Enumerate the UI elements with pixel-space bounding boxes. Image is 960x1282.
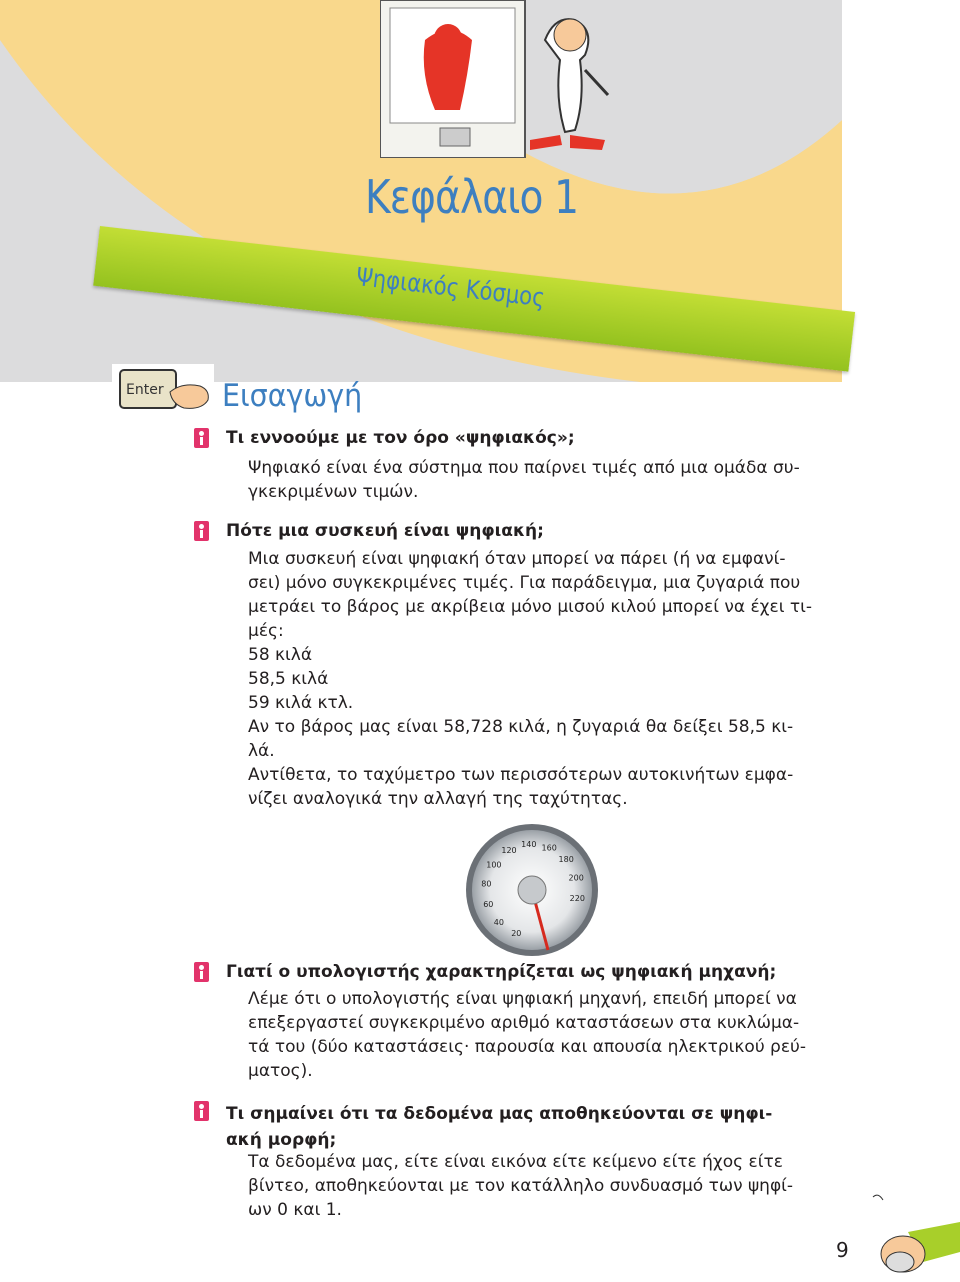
- text-line: Αντίθετα, το ταχύμετρο των περισσότερων αυτοκινήτων εμφα-: [248, 765, 794, 785]
- text-line: νίζει αναλογικά την αλλαγή της ταχύτητας.: [248, 789, 628, 809]
- speedometer-tick-label: 100: [486, 860, 502, 870]
- speedometer-tick-label: 80: [481, 879, 492, 889]
- speedometer-tick-label: 220: [569, 894, 585, 903]
- red-character-head: [434, 24, 462, 52]
- text-line: σει) μόνο συγκεκριμένες τιμές. Για παράδειγμα, μια ζυγαριά που: [248, 573, 801, 593]
- speedometer-tick-label: 140: [521, 840, 537, 850]
- text-line: βίντεο, αποθηκεύονται με τον κατάλληλο συνδυασμό των ψηφί-: [248, 1176, 794, 1196]
- chapter-subtitle: Ψηφιακός Κόσμος: [354, 262, 547, 313]
- text-line: γκεκριμένων τιμών.: [248, 482, 419, 502]
- text-line: μετράει το βάρος με ακρίβεια μόνο μισού κιλού μπορεί να έχει τι-: [248, 597, 812, 617]
- speedometer-tick-label: 180: [558, 855, 574, 865]
- speedometer-tick-label: 20: [511, 929, 522, 939]
- question-line: ακή μορφή;: [226, 1130, 337, 1150]
- text-line: Τα δεδομένα μας, είτε είναι εικόνα είτε κείμενο είτε ήχος είτε: [248, 1152, 783, 1172]
- speedometer-tick-label: 40: [493, 918, 504, 927]
- bullet-icon: [194, 428, 209, 448]
- answer-paragraph: [248, 456, 848, 504]
- bullet-icon: [194, 1101, 209, 1121]
- text-line: Αν το βάρος μας είναι 58,728 κιλά, η ζυγαριά θα δείξει 58,5 κι-: [248, 717, 794, 737]
- man-head: [554, 19, 586, 51]
- section-title-introduction: Εισαγωγή: [222, 378, 363, 414]
- answer-paragraph: [248, 547, 848, 811]
- text-line: Ψηφιακό είναι ένα σύστημα που παίρνει τιμές από μια ομάδα συ-: [248, 458, 800, 478]
- text-line: 59 κιλά κτλ.: [248, 693, 354, 713]
- text-line: 58,5 κιλά: [248, 669, 329, 689]
- bullet-icon: [194, 521, 209, 541]
- speedometer-image: [462, 822, 602, 958]
- text-line: Λέμε ότι ο υπολογιστής είναι ψηφιακή μηχανή, επειδή μπορεί να: [248, 989, 797, 1009]
- text-line: ων 0 και 1.: [248, 1200, 342, 1220]
- mouse-cartoon-illustration: [868, 1192, 960, 1282]
- enter-key-icon: [112, 364, 214, 416]
- question-heading: [226, 1101, 772, 1153]
- text-line: μές:: [248, 621, 284, 641]
- speedometer-tick-label: 200: [568, 873, 584, 883]
- speedometer-hub: [518, 876, 546, 904]
- man-shoe-left: [530, 135, 562, 150]
- speedometer-tick-label: 120: [501, 846, 517, 856]
- enter-key-label: Enter: [126, 382, 164, 398]
- bullet-icon: [194, 962, 209, 982]
- text-line: Μια συσκευή είναι ψηφιακή όταν μπορεί να πάρει (ή να εμφανί-: [248, 549, 786, 569]
- question-heading: Γιατί ο υπολογιστής χαρακτηρίζεται ως ψηφιακή μηχανή;: [226, 962, 777, 982]
- question-heading: Πότε μια συσκευή είναι ψηφιακή;: [226, 521, 544, 541]
- speedometer-tick-label: 160: [541, 843, 557, 853]
- question-line: Τι σημαίνει ότι τα δεδομένα μας αποθηκεύονται σε ψηφι-: [226, 1104, 773, 1124]
- text-line: τά του (δύο καταστάσεις· παρουσία και απουσία ηλεκτρικού ρεύ-: [248, 1037, 807, 1057]
- man-shoe-right: [570, 135, 605, 150]
- text-line: λά.: [248, 741, 275, 761]
- man-arm: [585, 70, 608, 95]
- text-line: ματος).: [248, 1061, 313, 1081]
- mouse-device: [886, 1252, 914, 1272]
- page-number: 9: [836, 1238, 849, 1262]
- monitor-stand: [440, 128, 470, 146]
- computer-cartoon-illustration: [380, 0, 680, 158]
- text-line: επεξεργαστεί συγκεκριμένο αριθμό καταστάσεων στα κυκλώμα-: [248, 1013, 800, 1033]
- answer-paragraph: [248, 1150, 848, 1222]
- answer-paragraph: [248, 987, 848, 1083]
- speedometer-tick-label: 60: [483, 900, 494, 910]
- click-marks: [873, 1195, 883, 1200]
- chapter-title: Κεφάλαιο 1: [365, 170, 579, 224]
- question-heading: Τι εννοούμε με τον όρο «ψηφιακός»;: [226, 428, 575, 448]
- text-line: 58 κιλά: [248, 645, 313, 665]
